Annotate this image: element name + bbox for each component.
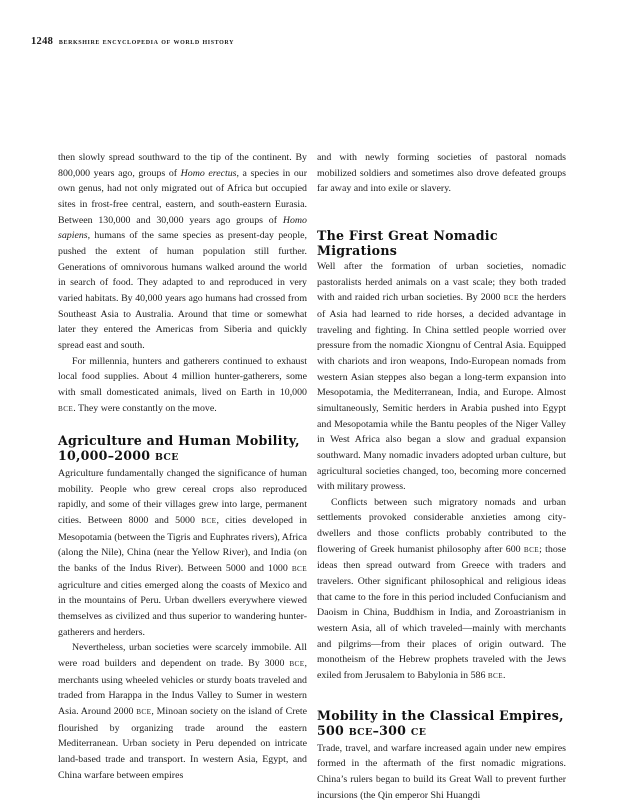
paragraph: For millennia, hunters and gatherers continued to exhaust local food supplies. About 4 million hunter-gatherers, some with small domesticated animals, lived on Earth in 10,000 BCE. They were constantly on the move. xyxy=(58,355,307,414)
paragraph: Conflicts between such migratory nomads and urban settlements provoked considerable anxieties among city-dwellers and those conflicts probably contributed to the flowering of Greek humanist philosophy after 600 BCE; those ideas then spread outward from Greece with traders and travelers. Other significant philosophical and religious ideas that came to the fore in this period included Confucianism and Daoism in China, Buddhism in India, and Zoroastrianism in western Asia, all of which traveled—mainly with merchants and pilgrims—from their places of origin outward. The monotheism of the Hebrew prophets traveled with the Jews exiled from Jerusalem to Babylonia in 586 BCE. xyxy=(317,496,566,682)
section-heading: Mobility in the Classical Empires, 500 BCE–300 CE xyxy=(317,707,564,738)
paragraph: and with newly forming societies of pastoral nomads mobilized soldiers and sometimes also drove defeated groups far away and into exile or slavery. xyxy=(317,152,566,195)
right-column xyxy=(317,150,566,803)
paragraph: Trade, travel, and warfare increased again under new empires formed in the aftermath of the first nomadic migrations. China’s rulers began to build its Great Wall to prevent further incursions (the Qin emperor Shi Huangdi xyxy=(317,742,566,801)
section-heading: The First Great Nomadic Migrations xyxy=(317,227,498,258)
left-column xyxy=(58,150,307,783)
publication-title: berkshire encyclopedia of world history xyxy=(58,37,235,46)
paragraph: Well after the formation of urban societies, nomadic pastoralists herded animals on a vast scale; they both traded with and raided rich urban societies. By 2000 BCE the herders of Asia had learned to ride horses, a decided advantage in traveling and fighting. In China settled people worried over pressure from the nomadic Xiongnu of Central Asia. Equipped with chariots and iron weapons, Indo-European nomads from western Asian steppes also began a long-term expansion into Mesopotamia, the Mediterranean, India, and Europe. Almost simultaneously, Semitic herders in Arabia pushed into Egypt and Mesopotamia while the Bantu peoples of the Niger Valley in West Africa also began a slow and gradual expansion southward. Many nomadic invaders adopted urban culture, but agricultural societies changed, too, becoming more concerned with military prowess. xyxy=(317,260,566,493)
section-heading: Agriculture and Human Mobility, 10,000–2000 BCE xyxy=(58,433,300,464)
paragraph: then slowly spread southward to the tip of the continent. By 800,000 years ago, groups of Homo erectus, a species in our own genus, had not only migrated out of Africa but occupied sites in frost-free central, eastern, and south-eastern Eurasia. Between 130,000 and 30,000 years ago groups of Homo sapiens, humans of the same species as present-day people, pushed the extent of human population still further. Generations of omnivorous humans walked around the world in search of food. They adapted to and reproduced in very varied habitats. By 40,000 years ago humans had crossed from Southeast Asia to Australia. Around that time or somewhat later they entered the Americas from Siberia and quickly spread east and south. xyxy=(58,152,307,351)
paragraph: Agriculture fundamentally changed the significance of human mobility. People who grew cereal crops also reproduced rapidly, and some of their villages grew into large, permanent cities. Between 8000 and 5000 BCE, cities developed in Mesopotamia (between the Tigris and Euphrates rivers), Africa (along the Nile), China (near the Yellow River), and India (on the banks of the Indus River). Between 5000 and 1000 BCE agriculture and cities emerged along the coasts of Mexico and in the mountains of Peru. Urban dwellers everywhere viewed themselves as civilized and thus superior to wandering hunter-gatherers and herders. xyxy=(58,468,308,638)
running-head xyxy=(31,36,591,47)
paragraph: Nevertheless, urban societies were scarcely immobile. All were road builders and dependent on trade. By 3000 BCE, merchants using wheeled vehicles or sturdy boats traveled and traded from Harappa in the Indus Valley to Sumer in western Asia. Around 2000 BCE, Minoan society on the island of Crete flourished by organizing trade around the eastern Mediterranean. Urban society in Peru depended on intricate land-based trade and transport. In western Asia, Egypt, and China warfare between empires xyxy=(58,642,307,781)
page-number: 1248 xyxy=(31,36,54,47)
